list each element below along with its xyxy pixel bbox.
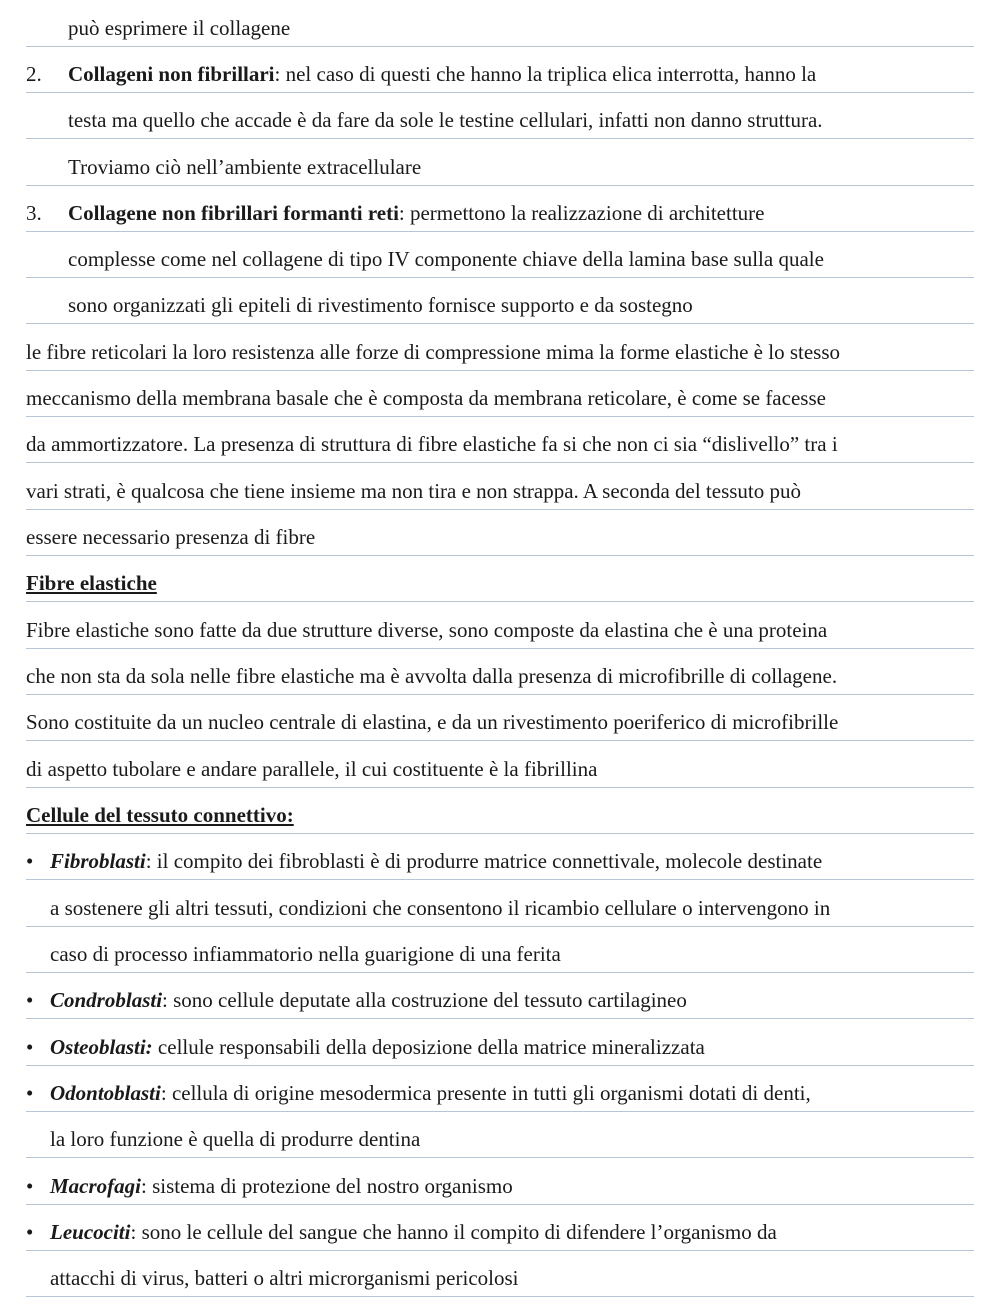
text: complesse come nel collagene di tipo IV componente chiave della lamina base sulla quale (68, 247, 824, 272)
text: vari strati, è qualcosa che tiene insieme ma non tira e non strappa. A seconda del tessuto può (26, 479, 802, 504)
term: Collageni non fibrillari (68, 62, 275, 87)
text-line (0, 278, 1000, 324)
description: : cellula di origine mesodermica presente in tutti gli organismi dotati di denti, (160, 1081, 811, 1106)
list-item (0, 973, 1000, 1019)
term: Collagene non fibrillari formanti reti (68, 201, 399, 226)
description: : sono cellule deputate alla costruzione del tessuto cartilagineo (162, 988, 687, 1013)
ruled-line (26, 1296, 974, 1297)
list-item (0, 1020, 1000, 1066)
text: caso di processo infiammatorio nella guarigione di una ferita (50, 942, 561, 967)
text-line (0, 464, 1000, 510)
text: essere necessario presenza di fibre (26, 525, 316, 550)
list-number: 3. (26, 201, 42, 226)
term: Osteoblasti: (50, 1035, 153, 1060)
text (50, 1037, 705, 1058)
heading-cellule: Cellule del tessuto connettivo: (26, 803, 294, 828)
text-line (0, 232, 1000, 278)
text (50, 851, 822, 872)
text-line (0, 927, 1000, 973)
bullet-icon: • (26, 988, 34, 1013)
text-line (0, 325, 1000, 371)
section-heading (0, 556, 1000, 602)
text: testa ma quello che accade è da fare da sole le testine cellulari, infatti non danno struttura. (68, 108, 823, 133)
text-line (0, 695, 1000, 741)
text-line (0, 649, 1000, 695)
section-heading (0, 788, 1000, 834)
term: Macrofagi (50, 1174, 141, 1199)
text-line (0, 742, 1000, 788)
description: : sono le cellule del sangue che hanno il compito di difendere l’organismo da (130, 1220, 777, 1245)
text-line (0, 603, 1000, 649)
bullet-icon: • (26, 1174, 34, 1199)
text: Sono costituite da un nucleo centrale di elastina, e da un rivestimento poeriferico di microfibrille (26, 710, 839, 735)
text: Fibre elastiche sono fatte da due strutture diverse, sono composte da elastina che è una proteina (26, 618, 828, 643)
text: meccanismo della membrana basale che è composta da membrana reticolare, è come se facesse (26, 386, 826, 411)
list-number: 2. (26, 62, 42, 87)
text-line (0, 371, 1000, 417)
text-line (0, 881, 1000, 927)
text-line (0, 1251, 1000, 1297)
text-line (0, 417, 1000, 463)
heading-fibre-elastiche: Fibre elastiche (26, 571, 157, 596)
text (68, 203, 764, 224)
text: le fibre reticolari la loro resistenza alle forze di compressione mima la forme elastiche è lo stesso (26, 340, 841, 365)
list-item (0, 1159, 1000, 1205)
bullet-icon: • (26, 1035, 34, 1060)
text (68, 64, 816, 85)
term: Condroblasti (50, 988, 163, 1013)
bullet-icon: • (26, 1220, 34, 1245)
text-line (0, 93, 1000, 139)
term: Fibroblasti (50, 849, 146, 874)
bullet-icon: • (26, 849, 34, 874)
text-line (0, 140, 1000, 186)
text: attacchi di virus, batteri o altri microrganismi pericolosi (50, 1266, 519, 1291)
numbered-item-3 (0, 186, 1000, 232)
text: può esprimere il collagene (68, 16, 291, 41)
text: la loro funzione è quella di produrre dentina (50, 1127, 421, 1152)
description: cellule responsabili della deposizione della matrice mineralizzata (152, 1035, 705, 1060)
text: da ammortizzatore. La presenza di struttura di fibre elastiche fa si che non ci sia “dislivello” tra i (26, 432, 838, 457)
description: : permettono la realizzazione di architetture (398, 201, 765, 226)
list-item (0, 834, 1000, 880)
text (50, 1176, 513, 1197)
text: di aspetto tubolare e andare parallele, il cui costituente è la fibrillina (26, 757, 598, 782)
text-line (0, 510, 1000, 556)
description: : sistema di protezione del nostro organismo (141, 1174, 513, 1199)
text: a sostenere gli altri tessuti, condizioni che consentono il ricambio cellulare o intervengono in (50, 896, 831, 921)
bullet-icon: • (26, 1081, 34, 1106)
text-line (0, 1112, 1000, 1158)
text: che non sta da sola nelle fibre elastiche ma è avvolta dalla presenza di microfibrille di collagene. (26, 664, 838, 689)
list-item (0, 1066, 1000, 1112)
term: Leucociti (50, 1220, 131, 1245)
text: sono organizzati gli epiteli di rivestimento fornisce supporto e da sostegno (68, 293, 693, 318)
text (50, 1222, 777, 1243)
text (50, 990, 687, 1011)
text (50, 1083, 811, 1104)
numbered-item-2 (0, 47, 1000, 93)
description: : il compito dei fibroblasti è di produrre matrice connettivale, molecole destinate (145, 849, 823, 874)
list-item (0, 1205, 1000, 1251)
description: : nel caso di questi che hanno la triplica elica interrotta, hanno la (274, 62, 817, 87)
term: Odontoblasti (50, 1081, 161, 1106)
text-line (0, 1, 1000, 47)
text: Troviamo ciò nell’ambiente extracellulare (68, 155, 422, 180)
